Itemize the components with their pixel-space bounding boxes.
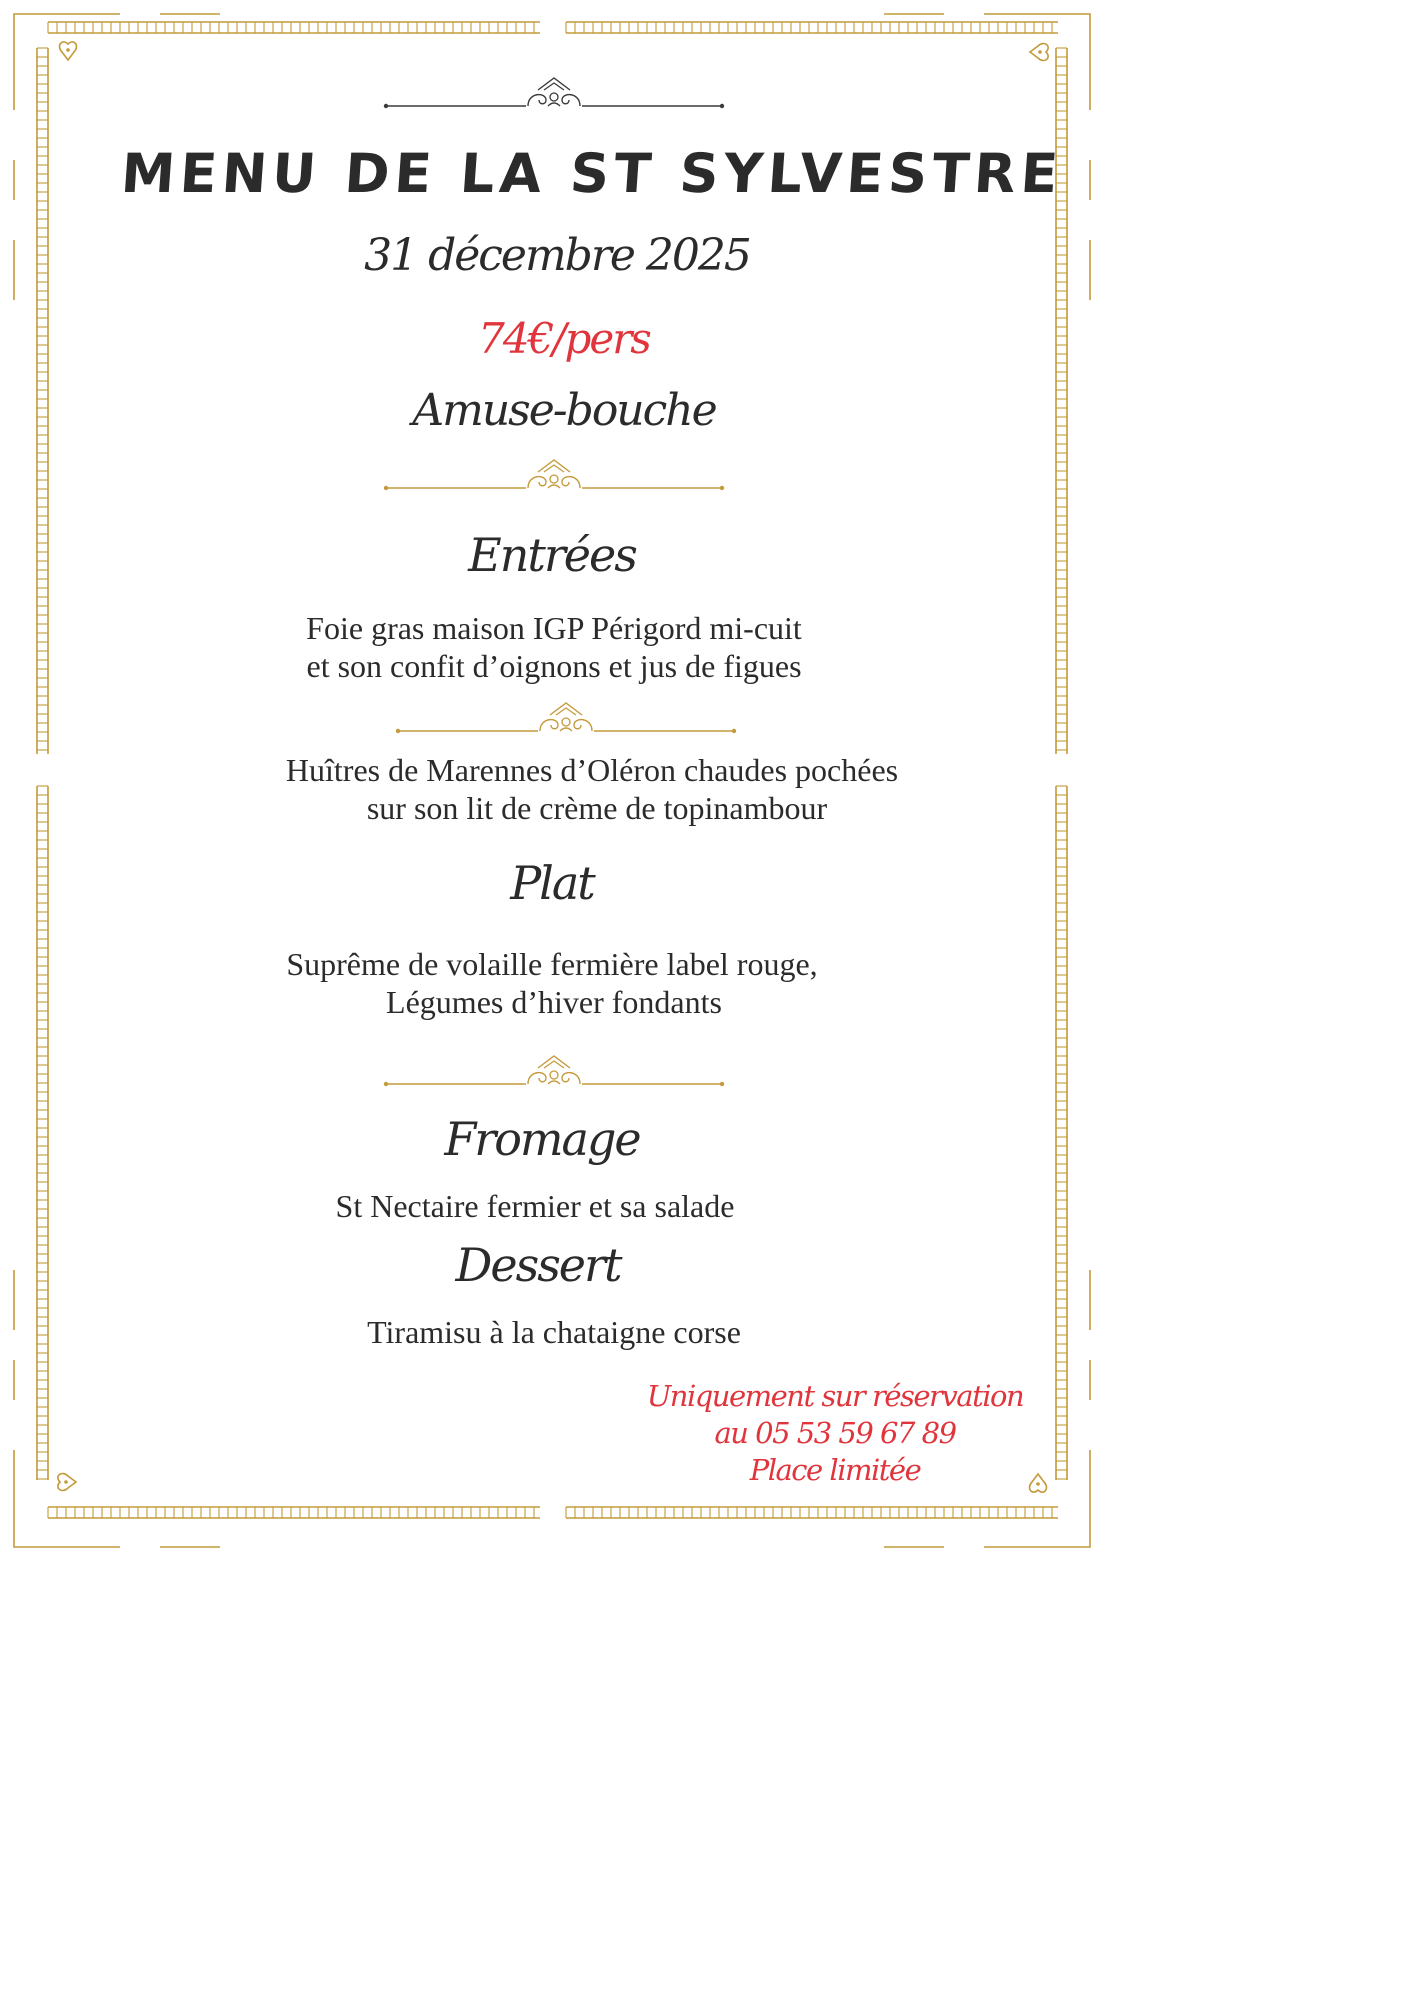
menu-title: MENU DE LA ST SYLVESTRE xyxy=(119,142,1065,205)
corner-heart-icon xyxy=(58,1474,76,1491)
entree-2-line-2: sur son lit de crème de topinambour xyxy=(366,790,828,826)
divider-ornament-3 xyxy=(384,1056,724,1086)
plat-line-1: Suprême de volaille fermière label rouge, xyxy=(286,946,818,982)
corner-heart-icon xyxy=(1030,1474,1047,1492)
dessert-heading: Dessert xyxy=(455,1238,621,1292)
plat-heading: Plat xyxy=(510,856,594,910)
reservation-note-line-1: Uniquement sur réservation xyxy=(646,1379,1024,1413)
entree-2-line-1: Huîtres de Marennes d’Oléron chaudes pochées xyxy=(285,752,899,788)
divider-ornament-1 xyxy=(384,460,724,490)
corner-heart-icon xyxy=(60,42,77,60)
corner-bracket xyxy=(14,14,120,110)
fromage-line-1: St Nectaire fermier et sa salade xyxy=(335,1188,735,1224)
amuse-bouche-heading: Amuse-bouche xyxy=(412,385,716,436)
corner-bracket xyxy=(984,14,1090,110)
corner-bracket xyxy=(14,1450,120,1547)
price-per-person: 74€/pers xyxy=(478,314,650,363)
plat-line-2: Légumes d’hiver fondants xyxy=(386,984,722,1020)
dessert-line-1: Tiramisu à la chataigne corse xyxy=(367,1314,741,1350)
corner-heart-icon xyxy=(1030,44,1048,61)
reservation-phone: au 05 53 59 67 89 xyxy=(714,1416,956,1450)
entrees-heading: Entrées xyxy=(468,528,636,582)
entree-1-line-1: Foie gras maison IGP Périgord mi-cuit xyxy=(306,610,802,646)
entree-1-line-2: et son confit d’oignons et jus de figues xyxy=(306,648,802,684)
event-date: 31 décembre 2025 xyxy=(364,230,750,281)
top-divider-ornament xyxy=(384,78,724,108)
divider-ornament-2 xyxy=(396,703,736,733)
reservation-note xyxy=(640,1378,1030,1489)
fromage-heading: Fromage xyxy=(444,1112,640,1166)
reservation-note-line-3: Place limitée xyxy=(749,1453,921,1487)
